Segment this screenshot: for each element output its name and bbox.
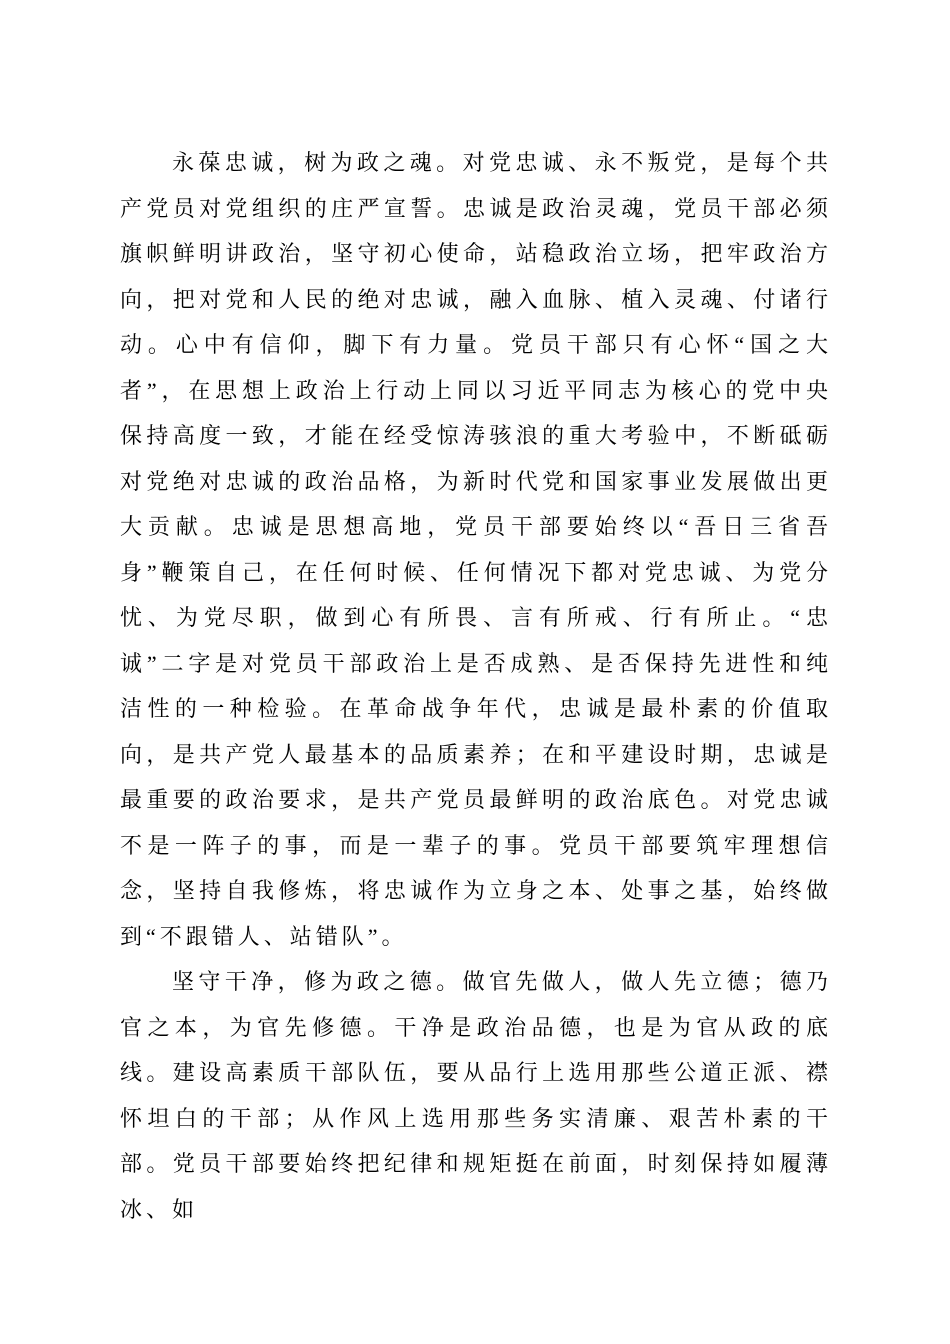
body-paragraph-integrity: 坚守干净，修为政之德。做官先做人，做人先立德；德乃官之本，为官先修德。干净是政治品德，也是为官从政的底线。建设高素质干部队伍，要从品行上选用那些公道正派、襟怀坦白的干部；从作风上选用那些务实清廉、艰苦朴素的干部。党员干部要始终把纪律和规矩挺在前面，时刻保持如履薄冰、如 bbox=[120, 969, 832, 1222]
body-paragraph-loyalty: 永葆忠诚，树为政之魂。对党忠诚、永不叛党，是每个共产党员对党组织的庄严宣誓。忠诚是政治灵魂，党员干部必须旗帜鲜明讲政治，坚守初心使命，站稳政治立场，把牢政治方向，把对党和人民的绝对忠诚，融入血脉、植入灵魂、付诸行动。心中有信仰，脚下有力量。党员干部只有心怀“国之大者”，在思想上政治上行动上同以习近平同志为核心的党中央保持高度一致，才能在经受惊涛骇浪的重大考验中，不断砥砺对党绝对忠诚的政治品格，为新时代党和国家事业发展做出更大贡献。忠诚是思想高地，党员干部要始终以“吾日三省吾身”鞭策自己，在任何时候、任何情况下都对党忠诚、为党分忧、为党尽职，做到心有所畏、言有所戒、行有所止。“忠诚”二字是对党员干部政治上是否成熟、是否保持先进性和纯洁性的一种检验。在革命战争年代，忠诚是最朴素的价值取向，是共产党人最基本的品质素养；在和平建设时期，忠诚是最重要的政治要求，是共产党员最鲜明的政治底色。对党忠诚不是一阵子的事，而是一辈子的事。党员干部要筑牢理想信念，坚持自我修炼，将忠诚作为立身之本、处事之基，始终做到“不跟错人、站错队”。 bbox=[120, 150, 832, 949]
